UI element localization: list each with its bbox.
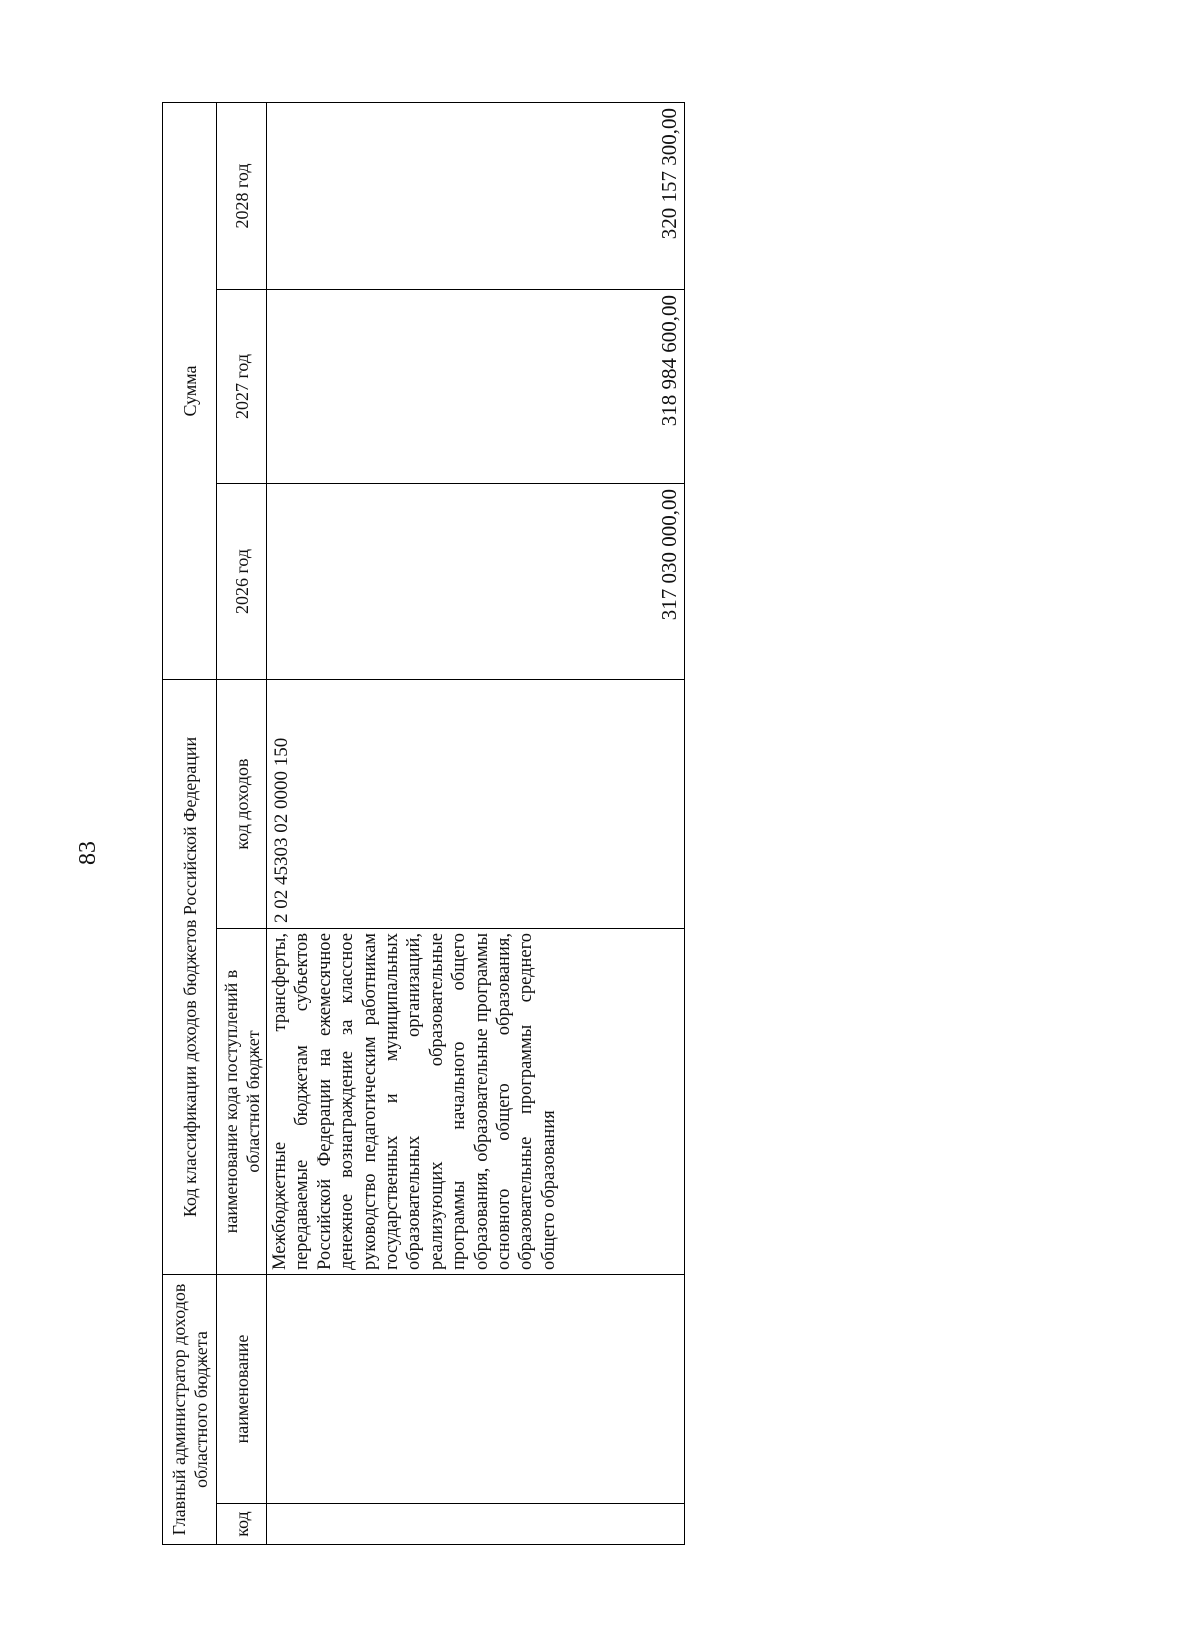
revenue-table bbox=[162, 102, 685, 1545]
table-row bbox=[267, 103, 685, 1545]
header-row-2 bbox=[217, 103, 267, 1545]
header-year-2027: 2027 год bbox=[217, 290, 267, 484]
header-year-2028: 2028 год bbox=[217, 103, 267, 290]
cell-amount-2026: 317 030 000,00 bbox=[267, 484, 685, 680]
header-year-2026: 2026 год bbox=[217, 484, 267, 680]
cell-amount-2028: 320 157 300,00 bbox=[267, 103, 685, 290]
header-classification-group: Код классификации доходов бюджетов Российской Федерации bbox=[163, 680, 217, 1275]
landscape-table-wrapper bbox=[162, 103, 684, 1545]
cell-code bbox=[267, 1504, 685, 1545]
header-code: код bbox=[217, 1504, 267, 1545]
header-name: наименование bbox=[217, 1275, 267, 1504]
cell-income-code: 2 02 45303 02 0000 150 bbox=[267, 680, 685, 929]
cell-name bbox=[267, 1275, 685, 1504]
cell-amount-2027: 318 984 600,00 bbox=[267, 290, 685, 484]
header-row-1 bbox=[163, 103, 217, 1545]
header-income-code: код доходов bbox=[217, 680, 267, 929]
header-admin-group: Главный администратор доходов областного бюджета bbox=[163, 1275, 217, 1545]
cell-description: Межбюджетные трансферты, передаваемые бюджетам субъектов Российской Федерации на ежемесячное денежное вознаграждение за классное руководство педагогическим работникам государственных и муниципальных образовательных организаций, реализующих образовательные программы начального общего образования, образовательные программы основного общего образования, образовательные программы среднего общего образования bbox=[267, 929, 685, 1275]
header-sum-group: Сумма bbox=[163, 103, 217, 680]
table-rotation-frame bbox=[162, 103, 684, 1545]
page-number: 83 bbox=[75, 841, 101, 865]
header-income-name: наименование кода поступлений в областной бюджет bbox=[217, 929, 267, 1275]
